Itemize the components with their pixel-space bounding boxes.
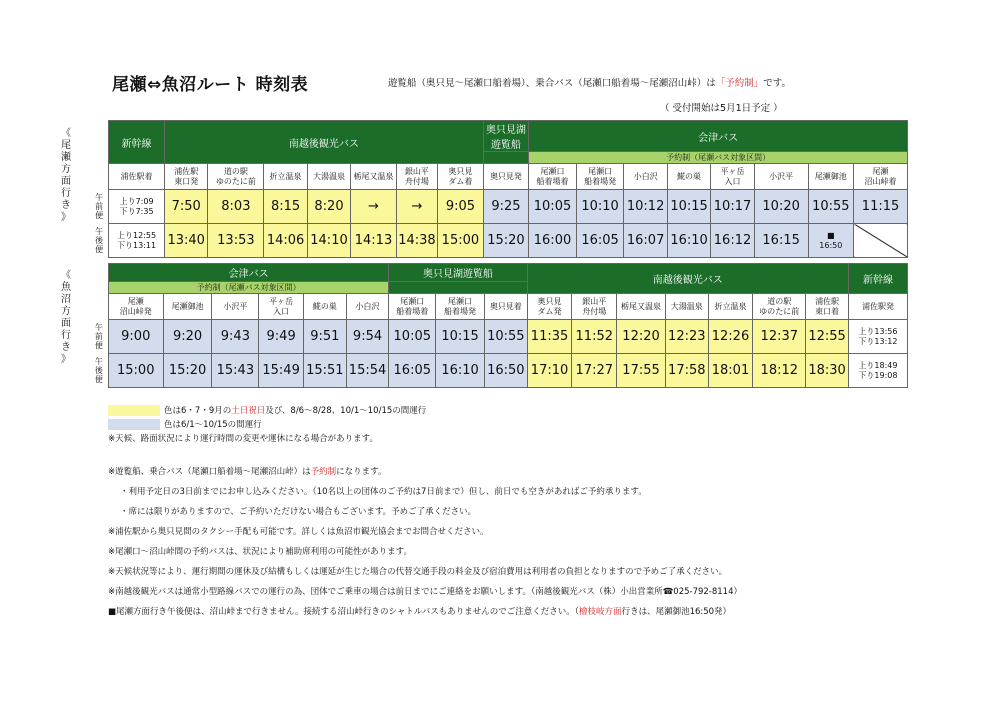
notes bbox=[108, 462, 958, 622]
time-cell: 9:20 bbox=[163, 320, 212, 354]
time-cell: 10:05 bbox=[529, 190, 577, 224]
stop-header: 尾瀬口 船着場発 bbox=[436, 294, 485, 320]
time-cell: 9:43 bbox=[212, 320, 259, 354]
time-cell: 12:37 bbox=[753, 320, 806, 354]
stop-header: 奥只見 ダム発 bbox=[527, 294, 572, 320]
stop-header: 浦佐駅 東口着 bbox=[806, 294, 849, 320]
stop-header: 尾瀬御池 bbox=[808, 164, 854, 190]
corner-blank bbox=[90, 121, 109, 164]
time-cell: → bbox=[396, 190, 437, 224]
run-label: 午 前 便 bbox=[94, 323, 103, 350]
stop-header: 尾瀬御池 bbox=[163, 294, 212, 320]
note-line: ※南越後観光バスは通常小型路線バスでの運行の為、団体でご乗車の場合は前日までにご連絡をお願いします。（南越後観光バス（株）小出営業所☎025-792-8114） bbox=[108, 587, 743, 597]
note-line: ※尾瀬口〜沼山峠間の予約バスは、状況により補助席利用の可能性があります。 bbox=[108, 547, 412, 557]
time-cell: 14:06 bbox=[264, 224, 307, 258]
note-line: ※浦佐駅から奥只見間のタクシー手配も可能です。詳しくは魚沼市観光協会までお問合せください。 bbox=[108, 527, 489, 537]
time-cell: 上り7:09 下り7:35 bbox=[109, 190, 165, 224]
time-cell: 16:05 bbox=[576, 224, 624, 258]
time-cell: 16:50 bbox=[484, 354, 527, 388]
stop-header: 銀山平 舟付場 bbox=[572, 294, 617, 320]
time-cell: 9:51 bbox=[303, 320, 346, 354]
reservation-band: 予約制（尾瀬バス対象区間） bbox=[108, 282, 389, 294]
stop-header: 浦佐駅 東口発 bbox=[165, 164, 208, 190]
time-cell: 14:13 bbox=[351, 224, 397, 258]
stop-header: 奥只見着 bbox=[484, 294, 527, 320]
time-cell: 18:30 bbox=[806, 354, 849, 388]
page-title: 尾瀬⇔魚沼ルート 時刻表 bbox=[112, 75, 309, 95]
time-cell: 12:23 bbox=[665, 320, 708, 354]
time-cell: 16:00 bbox=[529, 224, 577, 258]
stop-header: 小沢平 bbox=[754, 164, 808, 190]
time-cell: 10:55 bbox=[484, 320, 527, 354]
time-cell: 9:05 bbox=[438, 190, 484, 224]
time-cell: 15:20 bbox=[483, 224, 529, 258]
time-cell: 14:10 bbox=[307, 224, 350, 258]
group-header-fill bbox=[389, 282, 527, 294]
corner-blank bbox=[90, 294, 108, 320]
time-cell: 上り13:56 下り13:12 bbox=[848, 320, 907, 354]
stop-header: 小沢平 bbox=[212, 294, 259, 320]
stop-header: 𩸽の巣 bbox=[667, 164, 710, 190]
timetable-uonuma-bound bbox=[90, 263, 908, 388]
time-cell: 16:10 bbox=[436, 354, 485, 388]
time-cell: 13:40 bbox=[165, 224, 208, 258]
reservation-band: 予約制（尾瀬バス対象区間） bbox=[529, 152, 908, 164]
stop-header: 小白沢 bbox=[624, 164, 667, 190]
time-cell: 9:49 bbox=[259, 320, 304, 354]
time-cell: 15:20 bbox=[163, 354, 212, 388]
blue-swatch bbox=[108, 419, 160, 430]
stop-header: 浦佐駅着 bbox=[109, 164, 165, 190]
legend-weather-note: ※天候、路面状況により運行時間の変更や運休になる場合があります。 bbox=[108, 434, 378, 444]
time-cell: 16:05 bbox=[389, 354, 436, 388]
time-cell: 17:10 bbox=[527, 354, 572, 388]
stop-header: 折立温泉 bbox=[264, 164, 307, 190]
group-header: 南越後観光バス bbox=[527, 264, 848, 294]
time-cell: ■ 16:50 bbox=[808, 224, 854, 258]
time-cell: 7:50 bbox=[165, 190, 208, 224]
time-cell: 15:51 bbox=[303, 354, 346, 388]
time-cell: 9:25 bbox=[483, 190, 529, 224]
time-cell: 16:15 bbox=[754, 224, 808, 258]
time-cell bbox=[854, 224, 908, 258]
stop-header: 浦佐駅発 bbox=[848, 294, 907, 320]
time-cell: 15:00 bbox=[108, 354, 163, 388]
reservation-notice: 遊覧船（奥只見〜尾瀬口船着場）、乗合バス（尾瀬口船着場〜尾瀬沼山峠）は「予約制」です。 bbox=[388, 78, 792, 89]
time-cell: 17:58 bbox=[665, 354, 708, 388]
time-cell: 11:35 bbox=[527, 320, 572, 354]
corner-blank bbox=[90, 264, 108, 294]
side-label-uonuma: 《 魚 沼 方 面 行 き 》 bbox=[61, 270, 71, 365]
time-cell: 18:01 bbox=[708, 354, 753, 388]
time-cell: 15:00 bbox=[438, 224, 484, 258]
stop-header: 奥只見発 bbox=[483, 164, 529, 190]
stop-header: 小白沢 bbox=[346, 294, 389, 320]
time-cell: 15:54 bbox=[346, 354, 389, 388]
time-cell: 10:15 bbox=[667, 190, 710, 224]
time-cell: 10:10 bbox=[576, 190, 624, 224]
time-cell: 14:38 bbox=[396, 224, 437, 258]
time-cell: 18:12 bbox=[753, 354, 806, 388]
time-cell: 13:53 bbox=[208, 224, 264, 258]
legend-yellow: 色は6・7・9月の土日祝日及び、8/6〜8/28、10/1〜10/15の間運行 bbox=[108, 404, 426, 416]
group-header: 南越後観光バス bbox=[165, 121, 484, 164]
note-line: ■尾瀬方面行き午後便は、沼山峠まで行きません。接続する沼山峠行きのシャトルバスもありませんのでご注意ください。（檜枝岐方面行きは、尾瀬御池16:50発） bbox=[108, 607, 732, 617]
stop-header: 平ヶ岳 入口 bbox=[711, 164, 754, 190]
time-cell: 9:54 bbox=[346, 320, 389, 354]
time-cell: 10:17 bbox=[711, 190, 754, 224]
stop-header: 奥只見 ダム着 bbox=[438, 164, 484, 190]
side-label-oze: 《 尾 瀬 方 面 行 き 》 bbox=[61, 128, 71, 223]
time-cell: 8:15 bbox=[264, 190, 307, 224]
group-header: 奥只見湖遊覧船 bbox=[389, 264, 527, 282]
note-line: ※天候状況等により、運行期間の運休及び結構もしくは運延が生じた場合の代替交通手段の料金及び宿泊費用は利用者の負担となりますので予めご了承ください。 bbox=[108, 567, 728, 577]
time-cell: 10:20 bbox=[754, 190, 808, 224]
stop-header: 平ヶ岳 入口 bbox=[259, 294, 304, 320]
time-cell: 16:10 bbox=[667, 224, 710, 258]
reservation-highlight: 「予約制」 bbox=[715, 78, 764, 89]
note-line: ・利用予定日の3日前までにお申し込みください。（10名以上の団体のご予約は7日前まで）但し、前日でも空きがあればご予約承ります。 bbox=[120, 487, 647, 497]
time-cell: 10:12 bbox=[624, 190, 667, 224]
group-header: 会津バス bbox=[529, 121, 908, 152]
stop-header: 大湯温泉 bbox=[307, 164, 350, 190]
time-cell: 上り18:49 下り19:08 bbox=[848, 354, 907, 388]
time-cell: 12:55 bbox=[806, 320, 849, 354]
stop-header: 𩸽の巣 bbox=[303, 294, 346, 320]
stop-header: 栃尾又温泉 bbox=[351, 164, 397, 190]
time-cell: 12:26 bbox=[708, 320, 753, 354]
timetable-oze-bound bbox=[90, 120, 908, 258]
time-cell: → bbox=[351, 190, 397, 224]
time-cell: 15:43 bbox=[212, 354, 259, 388]
note-line: ・席には限りがありますので、ご予約いただけない場合もございます。予めご了承ください。 bbox=[120, 507, 477, 517]
time-cell: 9:00 bbox=[108, 320, 163, 354]
time-cell: 16:07 bbox=[624, 224, 667, 258]
stop-header: 尾瀬 沼山峠発 bbox=[108, 294, 163, 320]
time-cell: 10:15 bbox=[436, 320, 485, 354]
note-line: ※遊覧船、乗合バス（尾瀬口船着場〜尾瀬沼山峠）は予約制になります。 bbox=[108, 467, 387, 477]
time-cell: 11:52 bbox=[572, 320, 617, 354]
time-cell: 10:55 bbox=[808, 190, 854, 224]
legend-blue: 色は6/1〜10/15の間運行 bbox=[108, 418, 262, 430]
stop-header: 尾瀬口 船着場発 bbox=[576, 164, 624, 190]
group-header: 新幹線 bbox=[109, 121, 165, 164]
group-header-fill bbox=[483, 152, 529, 164]
group-header: 新幹線 bbox=[848, 264, 907, 294]
time-cell: 17:55 bbox=[617, 354, 666, 388]
time-cell: 8:20 bbox=[307, 190, 350, 224]
stop-header: 栃尾又温泉 bbox=[617, 294, 666, 320]
corner-blank bbox=[90, 164, 109, 190]
stop-header: 折立温泉 bbox=[708, 294, 753, 320]
run-label: 午 後 便 bbox=[94, 357, 103, 384]
time-cell: 12:20 bbox=[617, 320, 666, 354]
stop-header: 銀山平 舟付場 bbox=[396, 164, 437, 190]
group-header: 会津バス bbox=[108, 264, 389, 282]
stop-header: 尾瀬口 船着場着 bbox=[529, 164, 577, 190]
time-cell: 16:12 bbox=[711, 224, 754, 258]
stop-header: 大湯温泉 bbox=[665, 294, 708, 320]
stop-header: 道の駅 ゆのたに前 bbox=[208, 164, 264, 190]
time-cell: 17:27 bbox=[572, 354, 617, 388]
yellow-swatch bbox=[108, 405, 160, 416]
time-cell: 10:05 bbox=[389, 320, 436, 354]
stop-header: 道の駅 ゆのたに前 bbox=[753, 294, 806, 320]
group-header: 奥只見湖遊覧船 bbox=[483, 121, 529, 152]
time-cell: 15:49 bbox=[259, 354, 304, 388]
stop-header: 尾瀬 沼山峠着 bbox=[854, 164, 908, 190]
stop-header: 尾瀬口 船着場着 bbox=[389, 294, 436, 320]
time-cell: 上り12:55 下り13:11 bbox=[109, 224, 165, 258]
reception-start: （ 受付開始は5月1日予定 ） bbox=[660, 103, 783, 114]
time-cell: 8:03 bbox=[208, 190, 264, 224]
time-cell: 11:15 bbox=[854, 190, 908, 224]
run-label: 午 後 便 bbox=[95, 227, 104, 254]
run-label: 午 前 便 bbox=[95, 193, 104, 220]
